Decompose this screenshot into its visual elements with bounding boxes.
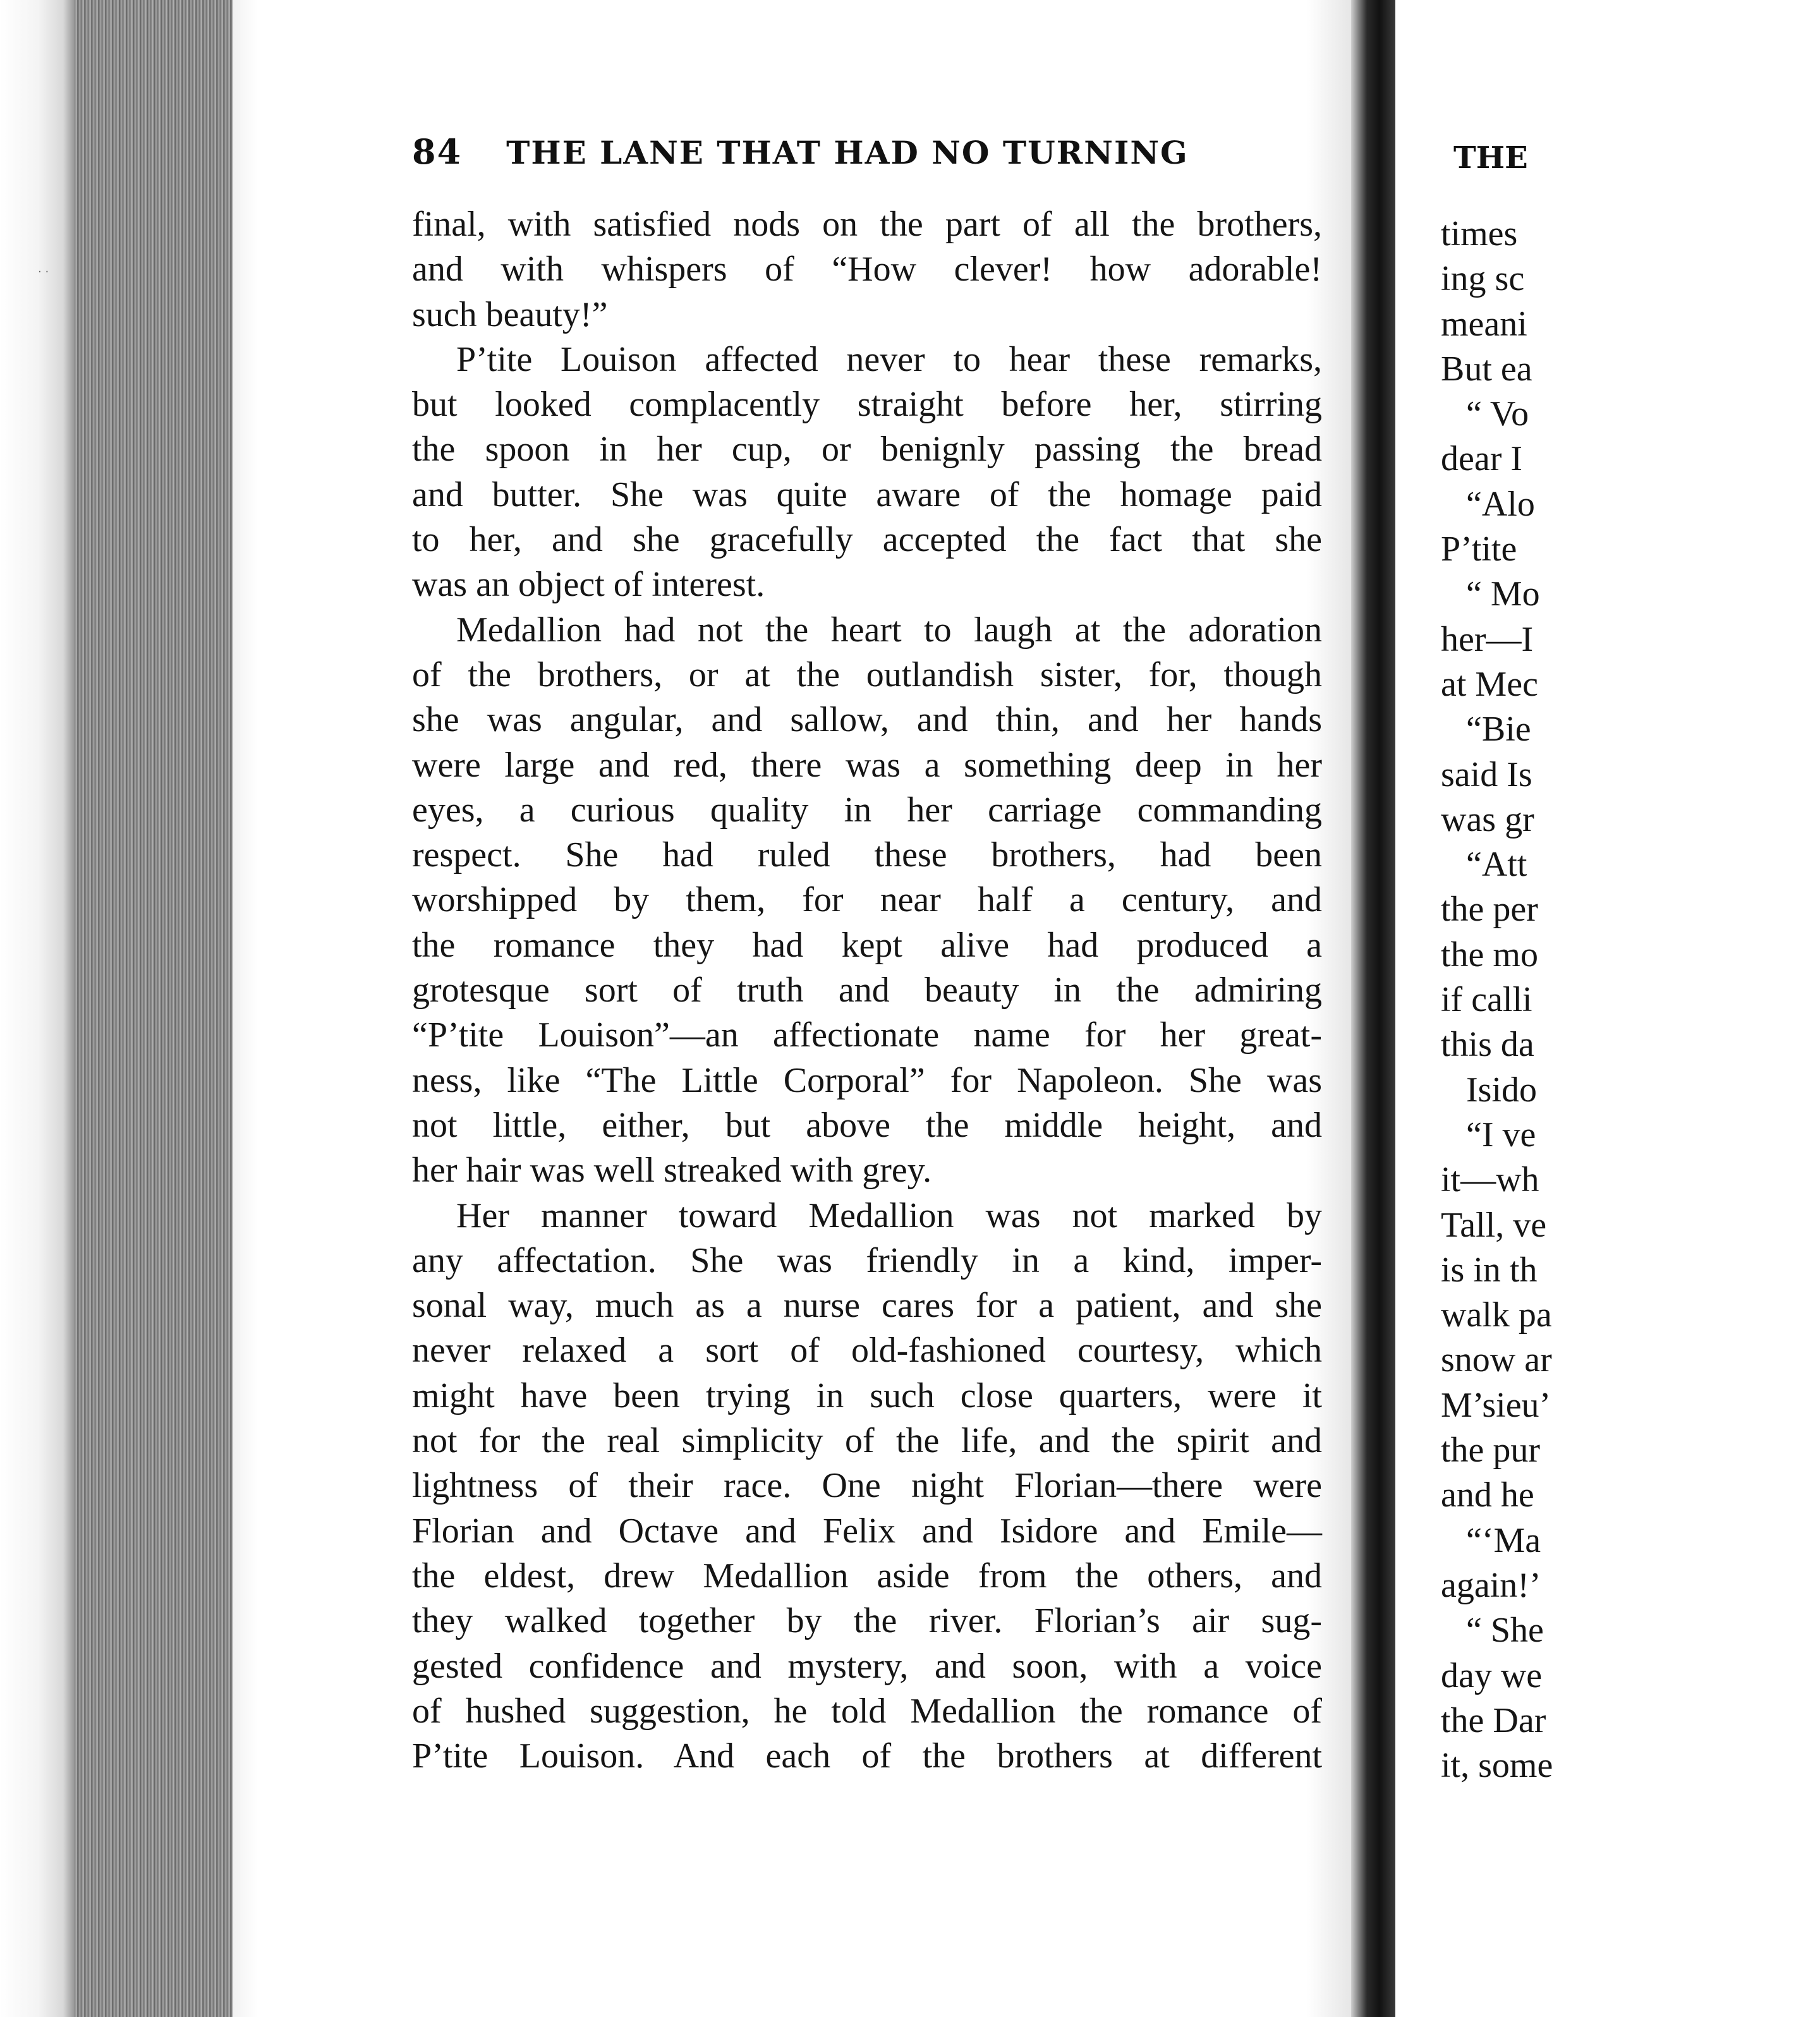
text-line: the romance they had kept alive had produced a	[412, 925, 1322, 965]
book-gutter	[1351, 0, 1395, 2017]
right-running-head: THE	[1453, 140, 1528, 176]
text-line: were large and red, there was a something deep in her	[412, 745, 1322, 785]
right-text-line: M’sieu’	[1441, 1385, 1551, 1425]
text-line: might have been trying in such close quarters, were it	[412, 1376, 1322, 1415]
right-text-line: Isido	[1466, 1070, 1537, 1110]
page-edge-stack	[75, 0, 233, 2017]
right-text-line: dear I	[1441, 439, 1523, 479]
text-line: worshipped by them, for near half a century, and	[412, 880, 1322, 920]
right-text-line: at Mec	[1441, 664, 1538, 704]
scan-specks: · ·	[38, 265, 49, 279]
right-text-line: Tall, ve	[1441, 1205, 1547, 1245]
right-text-line: snow ar	[1441, 1340, 1552, 1380]
right-text-line: was gr	[1441, 799, 1534, 839]
body-text	[412, 202, 1322, 1779]
text-line: she was angular, and sallow, and thin, and her hands	[412, 700, 1322, 740]
right-text-line: if calli	[1441, 980, 1532, 1020]
text-line: grotesque sort of truth and beauty in the admiring	[412, 971, 1322, 1010]
right-text-line: again!’	[1441, 1565, 1541, 1605]
right-text-line: day we	[1441, 1656, 1543, 1695]
right-text-line: her—I	[1441, 619, 1534, 659]
right-text-line: But ea	[1441, 349, 1532, 389]
running-head	[412, 131, 1297, 172]
text-line: final, with satisfied nods on the part of all the brothers,	[412, 205, 1322, 244]
text-line: never relaxed a sort of old-fashioned courtesy, which	[412, 1331, 1322, 1371]
right-text-line: times	[1441, 214, 1518, 253]
text-line: such beauty!”	[412, 294, 608, 334]
right-text-line: is in th	[1441, 1250, 1538, 1290]
text-line: but looked complacently straight before her, stirring	[412, 385, 1322, 425]
right-text-line: it—wh	[1441, 1160, 1539, 1200]
text-line: the eldest, drew Medallion aside from the others, and	[412, 1556, 1322, 1596]
text-line: not little, either, but above the middle height, and	[412, 1105, 1322, 1145]
text-line: her hair was well streaked with grey.	[412, 1151, 932, 1190]
text-line: Her manner toward Medallion was not marked by	[456, 1196, 1322, 1235]
text-line: to her, and she gracefully accepted the fact that she	[412, 520, 1322, 560]
right-text-line: P’tite	[1441, 530, 1517, 569]
text-line: P’tite Louison affected never to hear these remarks,	[456, 339, 1322, 379]
text-line: P’tite Louison. And each of the brothers at different	[412, 1736, 1322, 1776]
right-text-line: the Dar	[1441, 1700, 1546, 1740]
text-line: and with whispers of “How clever! how adorable!	[412, 250, 1322, 289]
text-line: the spoon in her cup, or benignly passing the bread	[412, 430, 1322, 469]
text-line: respect. She had ruled these brothers, had been	[412, 835, 1322, 875]
text-line: any affectation. She was friendly in a kind, imper-	[412, 1240, 1322, 1280]
right-text-line: and he	[1441, 1475, 1534, 1515]
page-number: 84	[412, 131, 463, 172]
right-text-line: “ She	[1466, 1611, 1544, 1651]
text-line: they walked together by the river. Florian’s air sug-	[412, 1601, 1322, 1641]
right-text-line: this da	[1441, 1025, 1534, 1065]
text-line: gested confidence and mystery, and soon, with a voice	[412, 1646, 1322, 1686]
running-head-title: THE LANE THAT HAD NO TURNING	[506, 134, 1189, 171]
right-text-line: meani	[1441, 304, 1527, 344]
right-text-line: “ Vo	[1466, 394, 1529, 434]
text-line: Medallion had not the heart to laugh at the adoration	[456, 610, 1322, 650]
text-line: “P’tite Louison”—an affectionate name for her great-	[412, 1015, 1322, 1055]
text-line: sonal way, much as a nurse cares for a patient, and she	[412, 1286, 1322, 1326]
text-line: of hushed suggestion, he told Medallion the romance of	[412, 1691, 1322, 1731]
page-edge-shadow	[0, 0, 77, 2017]
text-line: of the brothers, or at the outlandish sister, for, though	[412, 655, 1322, 694]
right-text-line: “Att	[1466, 845, 1527, 885]
right-text-line: the pur	[1441, 1431, 1541, 1470]
right-text-line: “I ve	[1466, 1115, 1536, 1154]
text-line: was an object of interest.	[412, 565, 765, 605]
right-text-line: “Bie	[1466, 710, 1531, 749]
right-page	[1395, 0, 1553, 2017]
right-text-line: the mo	[1441, 935, 1538, 974]
right-body-text	[1441, 212, 1820, 1788]
text-line: not for the real simplicity of the life, and the spirit and	[412, 1421, 1322, 1461]
text-line: and butter. She was quite aware of the homage paid	[412, 475, 1322, 514]
right-text-line: walk pa	[1441, 1295, 1552, 1335]
right-text-line: “ Mo	[1466, 574, 1540, 614]
text-line: lightness of their race. One night Florian—there were	[412, 1466, 1322, 1506]
text-line: eyes, a curious quality in her carriage commanding	[412, 790, 1322, 830]
right-text-line: the per	[1441, 890, 1538, 930]
text-line: ness, like “The Little Corporal” for Napoleon. She was	[412, 1060, 1322, 1100]
right-text-line: ing sc	[1441, 259, 1525, 299]
right-text-line: “Alo	[1466, 484, 1535, 524]
right-text-line: said Is	[1441, 754, 1532, 794]
right-text-line: it, some	[1441, 1746, 1553, 1786]
right-text-line: “‘Ma	[1466, 1520, 1541, 1560]
text-line: Florian and Octave and Felix and Isidore and Emile—	[412, 1511, 1322, 1551]
